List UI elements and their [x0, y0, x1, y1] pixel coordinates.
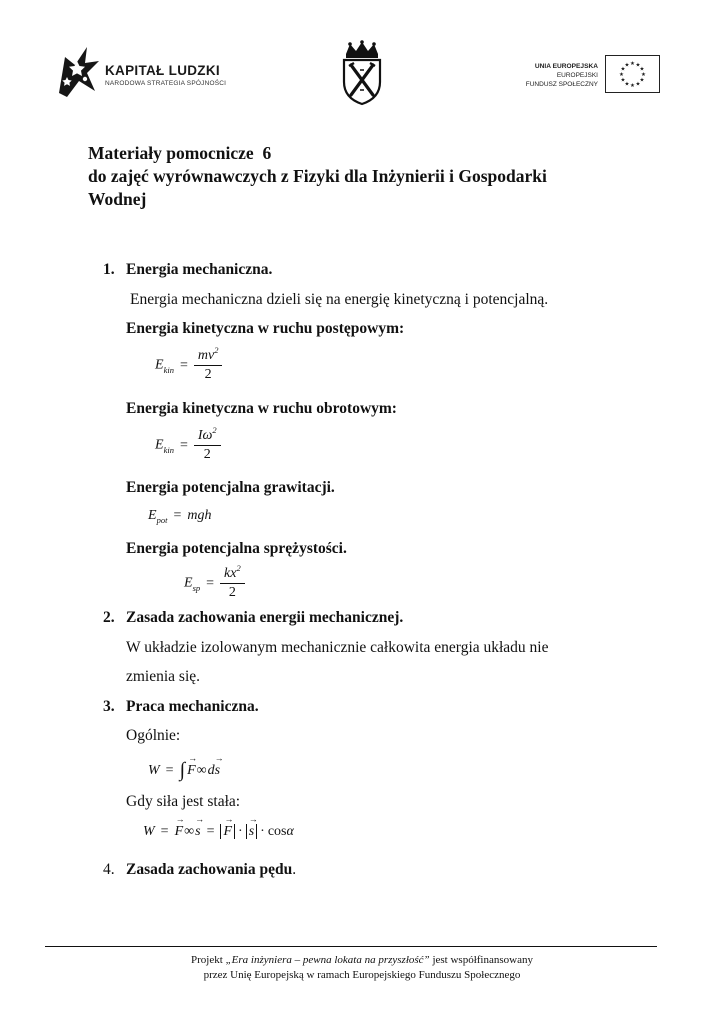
- formula-numerator: kx: [224, 566, 237, 581]
- eu-stars-flag-icon: [605, 55, 660, 93]
- formula-exponent: 2: [236, 563, 241, 573]
- eu-line-union: UNIA EUROPEJSKA: [534, 63, 598, 70]
- formula-symbol: W: [148, 763, 160, 778]
- section-3-number: 3.: [103, 698, 115, 715]
- formula-potential-gravity: $E_{pot}$ = mgh: [148, 508, 212, 525]
- section-1-number: 1.: [103, 261, 115, 278]
- eu-star-icon: ★: [619, 72, 624, 78]
- potential-gravity-heading: Energia potencjalna grawitacji.: [126, 479, 335, 496]
- footer-project-name: „Era inżyniera – pewna lokata na przyszłość”: [225, 954, 430, 966]
- formula-symbol: E: [155, 357, 164, 373]
- vector-s-letter: s: [195, 824, 201, 839]
- formula-work-constant: W = → F∞ → s = → F · → s · cosα: [143, 814, 294, 839]
- section-3-general: Ogólnie:: [126, 727, 181, 744]
- vector-f-letter: F: [174, 824, 184, 839]
- formula-symbol: E: [184, 575, 193, 591]
- eu-fund-text: [470, 62, 598, 89]
- magnitude-f: → F: [220, 824, 235, 839]
- eu-star-icon: ★: [639, 77, 645, 84]
- eu-line-fund: FUNDUSZ SPOŁECZNY: [525, 81, 598, 88]
- footer: [45, 953, 679, 983]
- formula-work-general: W = ∫ → F∞ → ds: [148, 753, 224, 781]
- vector-f-letter: F: [187, 763, 196, 778]
- section-4-heading: Zasada zachowania pędu: [126, 861, 293, 878]
- cos-function: cos: [267, 824, 287, 839]
- potential-elastic-heading: Energia potencjalna sprężystości.: [126, 540, 347, 557]
- eu-star-icon: ★: [630, 61, 635, 67]
- formula-subscript: pot: [156, 515, 168, 525]
- formula-numerator: mv: [197, 348, 215, 363]
- formula-symbol: E: [155, 437, 164, 453]
- formula-subscript: kin: [163, 364, 174, 375]
- section-2-line-2: zmienia się.: [126, 668, 201, 685]
- formula-denominator: 2: [204, 367, 212, 382]
- section-3-constant: Gdy siła jest stała:: [126, 793, 241, 810]
- section-3-heading: Praca mechaniczna.: [126, 698, 259, 715]
- formula-operator: ∞: [196, 763, 207, 778]
- integral-sign-icon: ∫: [179, 759, 186, 781]
- formula-kinetic-translation: $E_{kin}$ = $\frac{mv^2}{2}$: [155, 348, 222, 383]
- vector-s: → s: [195, 814, 205, 839]
- eu-star-icon: ★: [635, 81, 641, 88]
- section-4-heading-line: [126, 861, 296, 879]
- formula-numerator: Iω: [197, 428, 213, 443]
- crown-shield-crest-icon: [340, 40, 384, 106]
- section-4-number: 4.: [103, 861, 115, 878]
- formula-subscript: kin: [163, 444, 174, 455]
- title-line-2: do zajęć wyrównawczych z Fizyki dla Inżynierii i Gospodarki: [88, 166, 547, 186]
- eu-star-icon: ★: [624, 62, 630, 69]
- footer-line-2: przez Unię Europejską w ramach Europejskiego Funduszu Społecznego: [203, 969, 521, 981]
- magnitude-s: → s: [246, 824, 257, 839]
- formula-potential-elastic: $E_{sp}$ = $\frac{kx^2}{2}$: [184, 566, 245, 601]
- formula-exponent: 2: [214, 345, 219, 355]
- section-4-period: .: [292, 861, 297, 878]
- section-2-number: 2.: [103, 609, 115, 626]
- footer-divider: [45, 946, 657, 947]
- kapital-ludzki-name: KAPITAŁ LUDZKI: [105, 63, 220, 78]
- kapital-ludzki-emblem-icon: [55, 43, 103, 101]
- section-2-line-1: W układzie izolowanym mechanicznie całkowita energia układu nie: [126, 639, 549, 656]
- kinetic-rotation-heading: Energia kinetyczna w ruchu obrotowym:: [126, 400, 397, 417]
- eu-star-icon: ★: [630, 83, 635, 89]
- vector-f: → F: [187, 753, 198, 778]
- section-1-heading: Energia mechaniczna.: [126, 261, 273, 278]
- section-1-intro: Energia mechaniczna dzieli się na energię kinetyczną i potencjalną.: [130, 291, 549, 308]
- footer-prefix: Projekt: [191, 954, 226, 966]
- section-2-heading: Zasada zachowania energii mechanicznej.: [126, 609, 404, 626]
- formula-symbol: E: [148, 508, 157, 523]
- magnitude-s-letter: s: [248, 824, 255, 839]
- title-line-3: Wodnej: [88, 189, 147, 209]
- vector-ds: → ds: [207, 753, 224, 778]
- eu-star-icon: ★: [620, 77, 626, 84]
- eu-flag: [605, 55, 660, 93]
- vector-ds-letters: ds: [207, 763, 221, 778]
- formula-operator: ∞: [184, 824, 195, 839]
- footer-suffix: jest współfinansowany: [429, 954, 533, 966]
- formula-symbol: W: [143, 824, 155, 839]
- formula-denominator: 2: [203, 447, 211, 462]
- university-crest: [340, 40, 384, 106]
- kapital-ludzki-subtitle: NARODOWA STRATEGIA SPÓJNOŚCI: [105, 80, 227, 87]
- kinetic-translation-heading: Energia kinetyczna w ruchu postępowym:: [126, 320, 405, 337]
- kapital-ludzki-logo: [55, 43, 255, 103]
- eu-line-european: EUROPEJSKI: [556, 72, 598, 79]
- formula-exponent: 2: [212, 425, 217, 435]
- title-line-1: Materiały pomocnicze 6: [88, 143, 272, 163]
- formula-subscript: sp: [192, 582, 201, 593]
- vector-f: → F: [174, 814, 185, 839]
- alpha-symbol: α: [286, 824, 294, 839]
- eu-star-icon: ★: [641, 72, 646, 78]
- formula-rhs: mgh: [187, 508, 212, 523]
- magnitude-f-letter: F: [223, 824, 233, 839]
- eu-star-icon: ★: [639, 66, 645, 73]
- footer-line-1: [45, 953, 679, 968]
- formula-kinetic-rotation: $E_{kin}$ = $\frac{I\omega^2}{2}$: [155, 428, 221, 463]
- document-title: [88, 142, 688, 211]
- eu-star-icon: ★: [620, 66, 626, 73]
- formula-denominator: 2: [228, 585, 236, 600]
- eu-star-icon: ★: [624, 81, 630, 88]
- eu-star-icon: ★: [635, 62, 641, 69]
